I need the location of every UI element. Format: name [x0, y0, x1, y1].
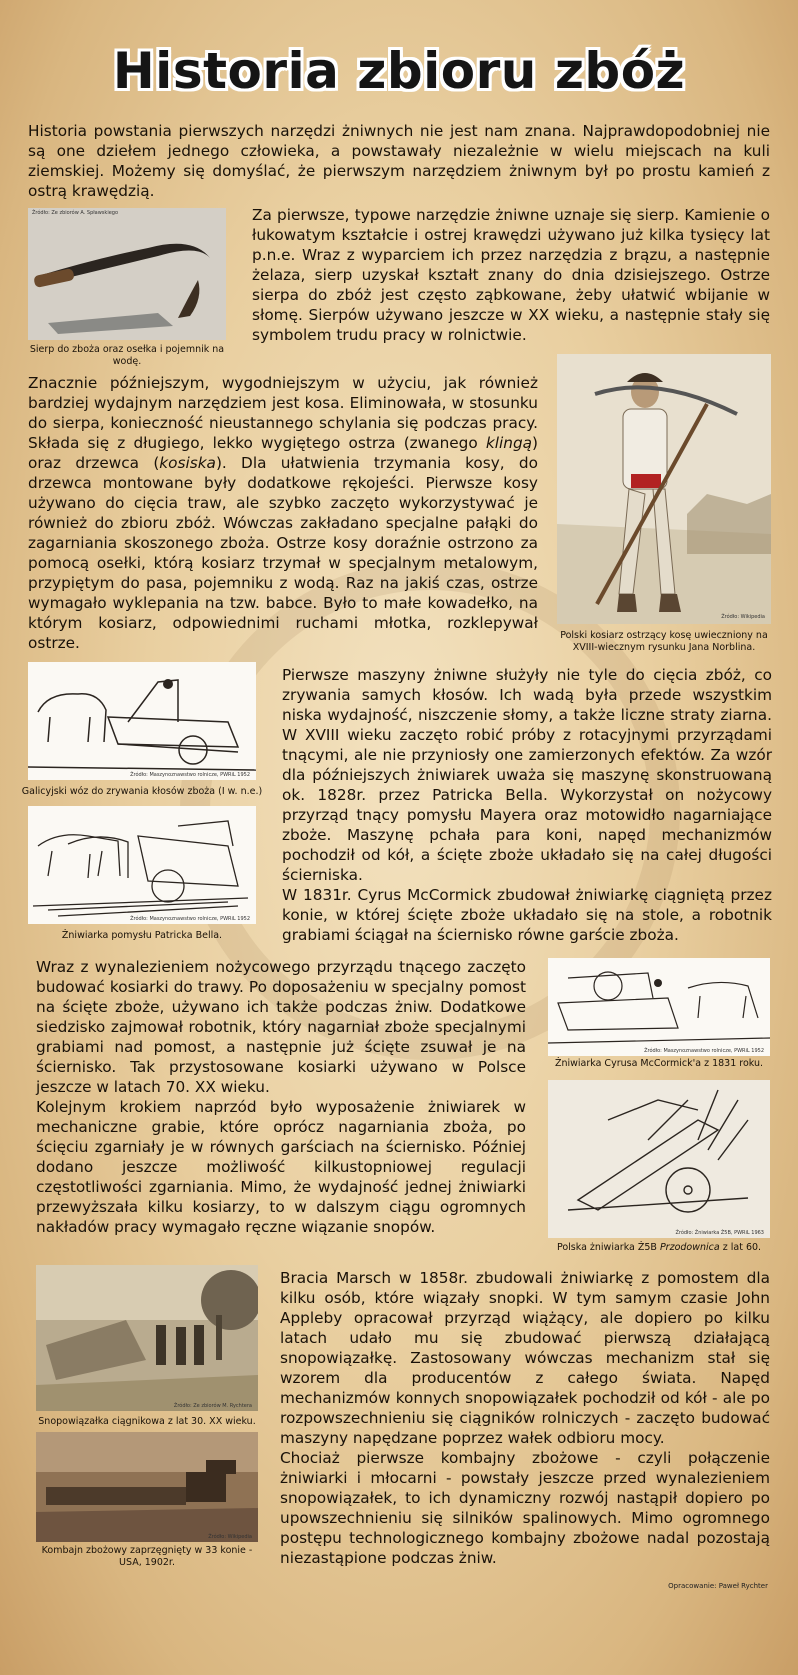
mower-caption: Polski kosiarz ostrzący kosę uwieczniony na XVIII-wiecznym rysunku Jana Norblina.: [560, 630, 768, 653]
paragraph-mechanical-rakes-text: Kolejnym krokiem naprzód było wyposażenie żniwiarek w mechaniczne grabie, które oprócz nagarniania zboża, po ścięciu zgarniały je w równych garściach na ściernisko. Później dodano jeszcze możliwość kilkustopniowej regulacji częstotliwości zgarniania. Mimo, że wydajność jednej żniwiarki przewyższała kilku kosiarzy, to w dalszym ciągu ogromnych nakładów pracy wymagało ręczne wiązanie snopów.: [36, 1098, 526, 1236]
sickle-caption: Sierp do zboża oraz osełka i pojemnik na wodę.: [29, 344, 225, 367]
page-title: Historia zbioru zbóż: [112, 42, 686, 100]
z5b-caption-part-1: Polska żniwiarka Ż5B: [556, 1242, 660, 1253]
paragraph-mccormick-text: W 1831r. Cyrus McCormick zbudował żniwiarkę ciągniętą przez konie, w której ścięte zboże układało się na stole, a robotnik grabiami ściągał na ściernisko równe garście zboża.: [282, 886, 772, 944]
paragraph-mowers: [36, 957, 526, 1237]
mower-drawing: [557, 354, 771, 624]
paragraph-sickle: [252, 205, 770, 345]
combine-caption: Kombajn zbożowy zaprzęgnięty w 33 konie - USA, 1902r.: [41, 1545, 253, 1568]
scythe-text-part-2: ) oraz drzewca (: [28, 434, 538, 472]
z5b-reaper-drawing: [548, 1080, 770, 1238]
paragraph-first-machines: [282, 665, 772, 945]
z5b-caption: [548, 1242, 770, 1254]
mccormick-reaper-drawing: [548, 958, 770, 1056]
sickle-source: Źródło: Ze zbiorów A. Spławskiego: [32, 210, 119, 216]
paragraph-combines-text: Chociaż pierwsze kombajny zbożowe - czyli połączenie żniwiarki i młocarni - powstały jeszcze przed wynalezieniem snopowiązałek, to ich dynamiczny rozwój nastąpił dopiero po upowszechnieniu się silników spalinowych. Mimo ogromnego postępu technologicznego kombajny zbożowe nadal pozostają niezastąpione podczas żniw.: [280, 1449, 770, 1567]
scythe-text-part-3: ). Dla ułatwienia trzymania kosy, do drzewca montowane były dodatkowe rękojeści. Pierwsze kosy używano do cięcia traw, ale szybko zaczęto wykorzystywać je również do zbioru zbóż. Wówczas zakładano specjalne pałąki do zagarniania skoszonego zboża. Ostrze kosy doraźnie ostrzono za pomocą osełki, którą kosiarz trzymał w specjalnym metalowym, przypiętym do pasa, pojemniku z wodą. Raz na jakiś czas, ostrze wymagało wyklepania na tzw. babce. Było to małe kowadełko, na którym kosiarz, odpowiednimi ruchami młotka, rozklepywał ostrze.: [28, 454, 538, 652]
scythe-text-part-1: Znacznie późniejszym, wygodniejszym w użyciu, jak również bardziej wydajnym narzędziem jest kosa. Eliminowała, w stosunku do sierpa, konieczność nieustannego schylania się podczas pracy. Składa się z długiego, lekko wygiętego ostrza (zwanego: [28, 374, 538, 452]
term-klinga: klingą: [485, 434, 533, 452]
galician-cart-drawing: [28, 662, 256, 780]
mower-source: Źródło: Wikipedia: [721, 614, 765, 620]
term-kosiska: kosiska: [159, 454, 216, 472]
galician-source: Źródło: Maszynoznawstwo rolnicze, PWRiL 1952: [130, 772, 250, 778]
paragraph-binders-text: Bracia Marsch w 1858r. zbudowali żniwiarkę z pomostem dla kilku osób, które wiązały snopki. W tym samym czasie John Appleby opracował przyrząd wiążący, ale dopiero po kilku latach udało mu się zbudować pierwszą działającą snopowiązałkę. Zastosowany wówczas mechanizm stał się wzorem dla producentów z całego świata. Napęd mechanizmów konnych snopowiązałek pochodził od kół - ale po rozpowszechnieniu się ciągników rolniczych - zaczęto budować maszyny napędzane poprzez wałek odbioru mocy.: [280, 1269, 770, 1447]
paragraph-binders: [280, 1268, 770, 1568]
sickle-photo: [28, 208, 226, 340]
combine-photo: [36, 1432, 258, 1542]
bell-caption: Żniwiarka pomysłu Patricka Bella.: [61, 930, 223, 941]
combine-source: Źródło: Wikipedia: [208, 1534, 252, 1540]
z5b-caption-part-2: z lat 60.: [719, 1242, 762, 1253]
z5b-caption-italic: Przodownica: [659, 1242, 720, 1253]
binder-source: Źródło: Ze zbiorów M. Rychtera: [173, 1403, 252, 1409]
paragraph-mowers-text: Wraz z wynalezieniem nożycowego przyrządu tnącego zaczęto budować kosiarki do trawy. Po doposażeniu w specjalny pomost na ścięte zboże, używano ich także podczas żniw. Dodatkowe siedzisko zajmował robotnik, który nagarniał zboże specjalnymi grabiami nad pomost, a następnie już ścięte zsuwał je na ściernisko. Tak przystosowane kosiarki używano w Polsce jeszcze w latach 70. XX wieku.: [36, 958, 526, 1096]
paragraph-scythe-text: [28, 373, 538, 653]
credit: Opracowanie: Paweł Rychter: [668, 1582, 768, 1590]
z5b-source: Źródło: Żniwiarka Ż5B, PWRiL 1963: [675, 1230, 764, 1236]
galician-caption: Galicyjski wóz do zrywania kłosów zboża (I w. n.e.): [21, 786, 263, 797]
binder-caption: Snopowiązałka ciągnikowa z lat 30. XX wieku.: [38, 1416, 256, 1427]
bell-source: Źródło: Maszynoznawstwo rolnicze, PWRiL 1952: [130, 916, 250, 922]
paragraph-intro: [28, 121, 770, 201]
bell-reaper-drawing: [28, 806, 256, 924]
paragraph-first-machines-text: Pierwsze maszyny żniwne służyły nie tyle do cięcia zbóż, co zrywania samych kłosów. Ich wadą była przede wszystkim niska wydajność, niszczenie słomy, a także liczne straty ziarna. W XVIII wieku zaczęto robić próby z rotacyjnymi przyrządami tnącymi, ale nie przyniosły one zamierzonych efektów. Za wzór dla późniejszych żniwiarek uważa się maszynę skonstruowaną ok. 1828r. przez Patricka Bella. Wykorzystał on nożycowy przyrząd tnący pomysłu Mayera oraz motowidło nagarniające zboże. Maszynę pchała para koni, napęd mechanizmów pochodził od kół, a ścięte zboże układało się na całej długości ścierniska.: [282, 666, 772, 884]
paragraph-sickle-text: Za pierwsze, typowe narzędzie żniwne uznaje się sierp. Kamienie o łukowatym kształcie i ostrej krawędzi używano już kilka tysięcy lat p.n.e. Wraz z wyparciem ich przez narzędzia z brązu, a następnie żelaza, sierp uzyskał kształt znany do dnia dzisiejszego. Ostrze sierpa do zbóż jest często ząbkowane, żeby ułatwić wbijanie w słomę. Sierpów używano jeszcze w XX wieku, a następnie stały się symbolem trudu pracy w rolnictwie.: [252, 206, 770, 344]
binder-photo: [36, 1265, 258, 1411]
mccormick-caption: Żniwiarka Cyrusa McCormick'a z 1831 roku.: [554, 1058, 764, 1069]
paragraph-intro-text: Historia powstania pierwszych narzędzi żniwnych nie jest nam znana. Najprawdopodobniej nie są one dziełem jednego człowieka, a powstawały niezależnie w wielu miejscach na kuli ziemskiej. Możemy się domyślać, że pierwszym narzędziem żniwnym był po prostu kamień z ostrą krawędzią.: [28, 122, 770, 200]
mccormick-source: Źródło: Maszynoznawstwo rolnicze, PWRiL 1952: [644, 1048, 764, 1054]
paragraph-scythe: [28, 373, 538, 653]
